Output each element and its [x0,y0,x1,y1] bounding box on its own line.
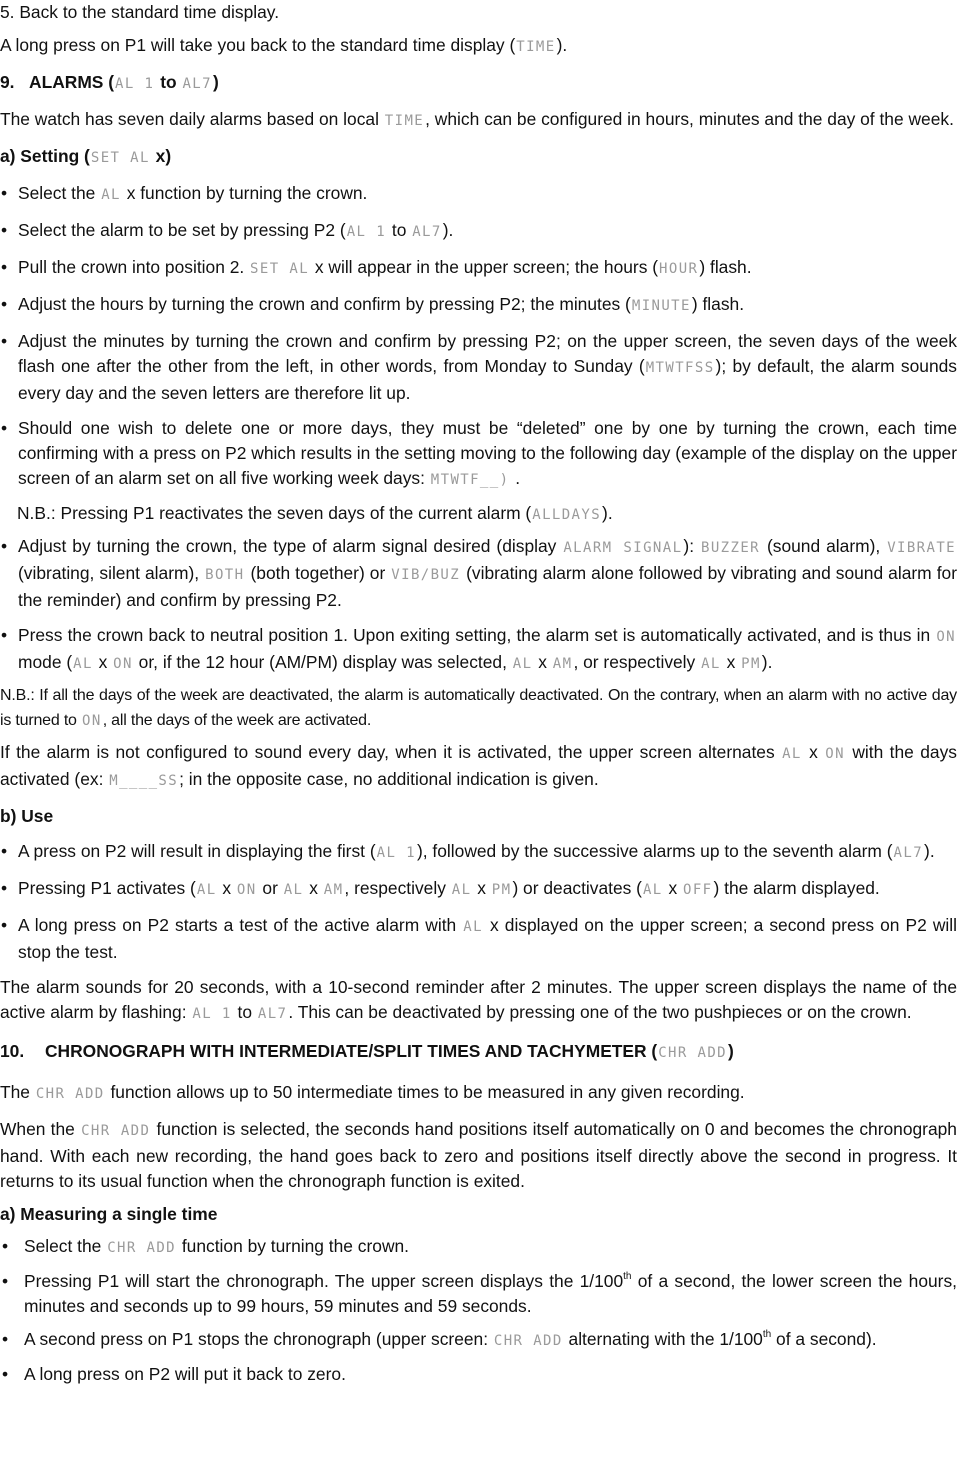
list-item: • Adjust the minutes by turning the crown and confirm by pressing P2; on the upper screen, the seven days of the week flash one after the other from the left, in other words, from Monday to Sunday (MTWTFSS); by default, the alarm sounds every day and the seven letters are therefore lit up. [0,329,957,406]
list-item: • Select the AL x function by turning the crown. [0,181,957,208]
list-item: • Adjust the hours by turning the crown and confirm by pressing P2; the minutes (MINUTE) flash. [0,292,957,319]
list-item: • A second press on P1 stops the chronograph (upper screen: CHR ADD alternating with the 1/100th of a second). [0,1327,957,1354]
lcd-days: MTWTFSS [645,360,715,376]
bullet-icon: • [1,536,8,556]
section-chronograph-heading: 10. CHRONOGRAPH WITH INTERMEDIATE/SPLIT TIMES AND TACHYMETER (CHR ADD) [0,1041,734,1061]
lcd-both: BOTH [205,567,245,583]
bullet-icon: • [1,418,8,438]
lcd-al1: AL 1 [376,845,416,861]
lcd-on: ON [236,882,257,898]
lcd-al: AL [642,882,663,898]
lcd-buzzer: BUZZER [701,540,760,556]
list-item: • A long press on P2 starts a test of the active alarm with AL x displayed on the upper screen; a second press on P2 will stop the test. [0,913,957,965]
lcd-al1: AL 1 [346,224,387,240]
lcd-set-al: SET AL [90,150,150,166]
bullet-icon: • [1,915,8,935]
list-item: • A long press on P2 will put it back to zero. [0,1362,957,1387]
lcd-on: ON [113,656,133,672]
list-item: • Select the CHR ADD function by turning the crown. [0,1234,957,1261]
lcd-chr-add: CHR ADD [35,1086,105,1102]
section-alarms-heading: 9. ALARMS (AL 1 to AL7) [0,72,219,92]
bullet-icon: • [1,331,8,351]
use-heading: b) Use [0,806,54,826]
lcd-on: ON [82,713,102,729]
list-item: • Press the crown back to neutral position 1. Upon exiting setting, the alarm set is automatically activated, and is thus in ON mode (AL x ON or, if the 12 hour (AM/PM) display was selected, AL x AM, or respectively AL x PM). [0,623,957,677]
alarm-duration-paragraph: The alarm sounds for 20 seconds, with a 10-second reminder after 2 minutes. The upper screen displays the name of the active alarm by flashing: AL 1 to AL7. This can be deactivated by pressing one of the two pushpieces or on the crown. [0,977,957,1022]
lcd-hour: HOUR [659,261,699,277]
lcd-chr-add: CHR ADD [81,1123,151,1139]
lcd-on: ON [936,629,956,645]
bullet-icon: • [1,878,8,898]
lcd-al: AL [283,882,304,898]
lcd-al: AL [512,656,533,672]
lcd-time: TIME [384,113,425,129]
lcd-chr-add: CHR ADD [107,1240,176,1256]
lcd-set-al: SET AL [250,261,310,277]
deactivation-note: N.B.: If all the days of the week are deactivated, the alarm is automatically deactivated. On the contrary, when an alarm with no active day is turned to ON, all the days of the week are activated. [0,687,957,729]
bullet-icon: • [1,220,8,240]
setting-note: N.B.: Pressing P1 reactivates the seven days of the current alarm (ALLDAYS). [17,503,613,523]
lcd-al: AL [463,919,483,935]
lcd-am: AM [552,656,573,672]
step-5-title: 5. Back to the standard time display. [0,2,280,22]
lcd-al: AL [73,656,93,672]
lcd-al: AL [782,746,802,762]
bullet-icon: • [1,294,8,314]
lcd-chr-add: CHR ADD [493,1333,563,1349]
bullet-icon: • [2,1271,9,1291]
lcd-time: TIME [516,39,556,55]
lcd-alarm-signal: ALARM SIGNAL [563,540,683,556]
list-item: • Select the alarm to be set by pressing P2 (AL 1 to AL7). [0,218,957,245]
list-item: • A press on P2 will result in displaying the first (AL 1), followed by the successive alarms up to the seventh alarm (AL7). [0,839,957,866]
lcd-off: OFF [682,882,713,898]
lcd-alldays: ALLDAYS [532,507,602,523]
lcd-al: AL [101,187,121,203]
step-5-text: A long press on P1 will take you back to the standard time display (TIME). [0,35,568,55]
bullet-icon: • [1,841,8,861]
lcd-al1: AL 1 [115,76,155,92]
lcd-al: AL [701,656,721,672]
list-item: • Should one wish to delete one or more days, they must be “deleted” one by one by turning the crown, each time confirming with a press on P2 which results in the setting moving to the following day (example of the display on the upper screen of an alarm set on all five working week days: MTWTF__) . [0,416,957,493]
bullet-icon: • [2,1329,9,1349]
setting-heading: a) Setting (SET AL x) [0,146,172,166]
list-item: • Adjust by turning the crown, the type of alarm signal desired (display ALARM SIGNAL): BUZZER (sound alarm), VIBRATE (vibrating, silent alarm), BOTH (both together) or VIB/BUZ (vibrating alarm alone followed by vibrating and sound alarm for the reminder) and confirm by pressing P2. [0,534,957,613]
lcd-pm: PM [741,656,761,672]
bullet-icon: • [1,183,8,203]
bullet-icon: • [2,1236,9,1256]
lcd-workdays: MTWTF__) [430,472,510,488]
lcd-chr-add: CHR ADD [658,1045,728,1061]
lcd-pm: PM [491,882,512,898]
list-item: • Pressing P1 activates (AL x ON or AL x AM, respectively AL x PM) or deactivates (AL x OFF) the alarm displayed. [0,876,957,903]
lcd-vib-buz: VIB/BUZ [391,567,461,583]
bullet-icon: • [1,257,8,277]
lcd-al: AL [451,882,472,898]
alternation-paragraph: If the alarm is not configured to sound every day, when it is activated, the upper screen alternates AL x ON with the days activated (ex: M____SS; in the opposite case, no additional indication is given. [0,742,957,789]
alarms-intro: The watch has seven daily alarms based on local TIME, which can be configured in hours, minutes and the day of the week. [0,109,954,129]
lcd-al1: AL 1 [192,1006,232,1022]
list-item: • Pressing P1 will start the chronograph. The upper screen displays the 1/100th of a second, the lower screen the hours, minutes and seconds up to 99 hours, 59 minutes and 59 seconds. [0,1269,957,1319]
chrono-description: When the CHR ADD function is selected, the seconds hand positions itself automatically on 0 and becomes the chronograph hand. With each new recording, the hand goes back to zero and positions itself directly above the second in progress. It returns to its usual function when the chronograph function is exited. [0,1119,957,1191]
lcd-minute: MINUTE [631,298,691,314]
bullet-icon: • [2,1364,9,1384]
lcd-am: AM [323,882,344,898]
lcd-vibrate: VIBRATE [887,540,956,556]
lcd-on: ON [825,746,845,762]
lcd-days-example: M____SS [109,773,179,789]
chrono-intro: The CHR ADD function allows up to 50 intermediate times to be measured in any given recording. [0,1082,745,1102]
lcd-al: AL [196,882,217,898]
lcd-al7: AL7 [893,845,924,861]
lcd-al7: AL7 [182,76,212,92]
list-item: • Pull the crown into position 2. SET AL x will appear in the upper screen; the hours (HOUR) flash. [0,255,957,282]
lcd-al7: AL7 [412,224,442,240]
lcd-al7: AL7 [257,1006,288,1022]
single-time-heading: a) Measuring a single time [0,1204,218,1224]
bullet-icon: • [1,625,8,645]
